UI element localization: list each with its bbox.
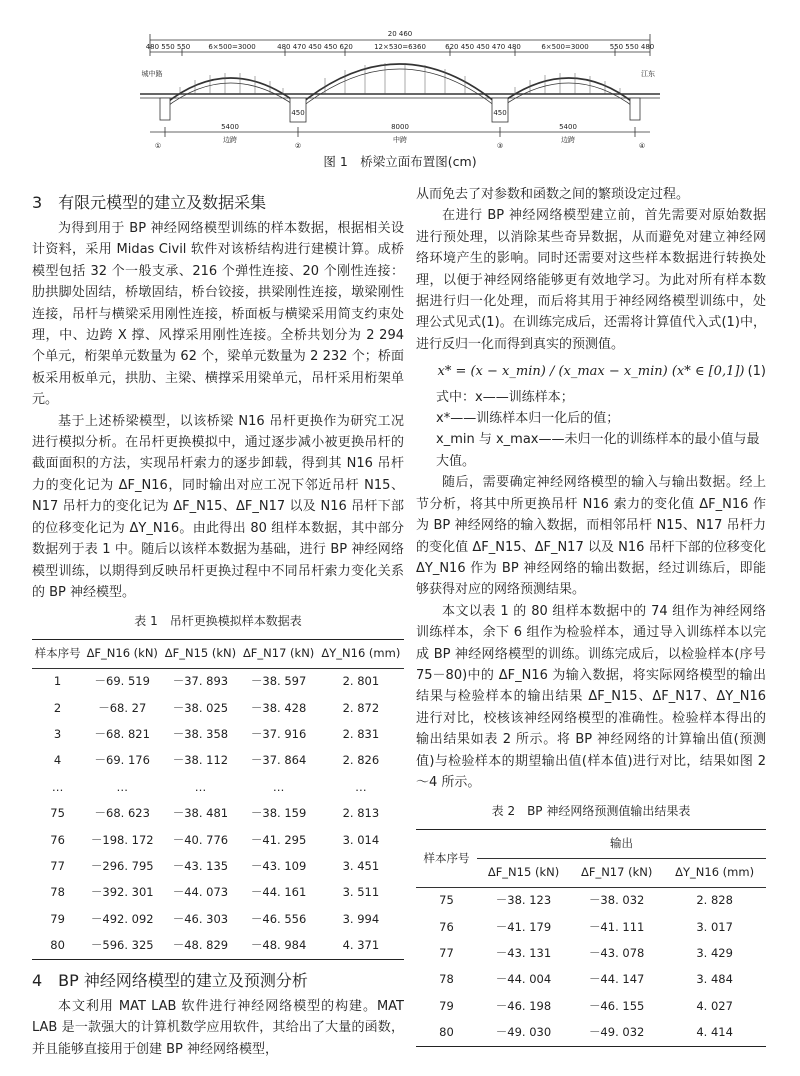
table-group-header: 输出 <box>477 829 766 858</box>
pier-4: ④ <box>638 142 646 150</box>
table-cell: 2 <box>53 700 62 715</box>
seg-dim-1: 480 550 550 <box>145 43 191 51</box>
left-road-label: 城中路 <box>141 70 163 78</box>
table-2-title: 表 2 BP 神经网络预测值输出结果表 <box>491 804 691 819</box>
table-row <box>32 774 404 800</box>
table-row <box>32 906 404 932</box>
table-row <box>32 801 404 827</box>
span-dim-2: 450 <box>291 109 305 117</box>
table-row <box>32 827 404 853</box>
span-dim-3: 8000 <box>391 123 409 131</box>
total-dimension: 20 460 <box>387 30 413 38</box>
table-cell: … <box>51 779 64 794</box>
table-cell: 2. 831 <box>342 726 380 741</box>
table-cell: －38. 481 <box>172 806 229 821</box>
table-cell: 75 <box>439 893 454 908</box>
table-cell: －44. 073 <box>172 885 229 900</box>
table-cell: … <box>272 779 285 794</box>
table-cell: 76 <box>439 919 454 934</box>
table-header: ΔY_N16 (mm) <box>318 639 404 668</box>
table-cell: －68. 623 <box>94 806 150 821</box>
seg-dim-2: 6×500=3000 <box>208 43 256 51</box>
table-cell: －43. 109 <box>250 858 307 873</box>
span-name-1: 边跨 <box>223 136 237 144</box>
table-row <box>416 887 766 914</box>
paragraph: 在进行 BP 神经网络模型建立前，首先需要对原始数据进行预处理，以消除某些奇异数据，从而避免对建立神经网络环境产生的影响。同时还需要对这些样本数据进行转换处理，以便于神经网络能够更有效地学习。为此对所有样本数据进行归一化处理，而后将其用于神经网络模型训练中，处理公式见式(1)。在训练完成后，还需将计算值代入式(1)中，进行反归一化而得到真实的预测值。 <box>416 208 766 352</box>
table-cell: －41. 295 <box>250 832 307 847</box>
paragraph: 本文利用 MAT LAB 软件进行神经网络模型的构建。MAT LAB 是一款强大的计算机数学应用软件，其给出了大量的函数，并且能够直接用于创建 BP 神经网络模型， <box>32 999 404 1057</box>
where-line: 式中：x——训练样本； <box>436 389 574 405</box>
table-cell: －198. 172 <box>90 832 154 847</box>
left-column <box>32 188 404 1060</box>
table-cell: －44. 004 <box>495 972 552 987</box>
seg-dim-6: 6×500=3000 <box>541 43 589 51</box>
table-cell: 3. 484 <box>696 972 733 987</box>
section-3-title: 3 有限元模型的建立及数据采集 <box>32 193 267 212</box>
paragraph: 基于上述桥梁模型，以该桥梁 N16 吊杆更换作为研究工况进行模拟分析。在吊杆更换模拟中，通过逐步减小被更换吊杆的截面面积的方法，实现吊杆索力的逐步卸载，得到其 N16 吊杆力的变化记为 ΔF_N16，同时输出对应工况下邻近吊杆 N15、N17 吊杆力的变化记为 ΔF_N15、ΔF_N17 以及 N16 吊杆下部的位移变化记为 ΔY_N16。由此得出 80 组样本数据，其中部分数据列于表 1 中。随后以该样本数据为基础，进行 BP 神经网络模型训练，以期得到反映吊杆更换过程中不同吊杆索力变化关系的 BP 神经模型。 <box>32 413 404 600</box>
table-cell: －68. 821 <box>94 726 150 741</box>
span-dim-4: 450 <box>493 109 507 117</box>
right-road-label: 江东 <box>641 70 655 78</box>
table-header: ΔF_N17 (kN) <box>570 858 663 887</box>
figure-caption: 图 1 桥梁立面布置图(cm) <box>323 154 477 169</box>
pier-1: ① <box>154 142 162 150</box>
table-cell: －38. 428 <box>250 700 307 715</box>
table-cell: －46. 198 <box>495 998 552 1013</box>
table-cell: 4. 027 <box>696 998 733 1013</box>
table-header: 样本序号 <box>416 829 477 887</box>
bridge-elevation-figure <box>120 12 680 152</box>
table-cell: －38. 358 <box>172 726 229 741</box>
table-cell: 4. 371 <box>318 933 404 960</box>
span-dim-5: 5400 <box>559 123 577 131</box>
formula-body: x* = (x − x_min) / (x_max − x_min) (x* ∈ [0,1]) <box>437 364 745 380</box>
paragraph: 从而免去了对参数和函数之间的繁琐设定过程。 <box>416 187 690 202</box>
table-2-body <box>416 887 766 1046</box>
table-row <box>416 941 766 967</box>
table-cell: 3. 511 <box>342 885 380 900</box>
table-cell: 4 <box>53 753 62 768</box>
table-cell: 3. 429 <box>696 946 733 961</box>
table-cell: －37. 864 <box>250 753 307 768</box>
table-header: 样本序号 <box>32 639 83 668</box>
table-cell: 77 <box>439 946 454 961</box>
table-cell: －296. 795 <box>90 858 154 873</box>
table-header: ΔF_N17 (kN) <box>240 639 318 668</box>
formula-1 <box>416 361 766 382</box>
where-line: x_min 与 x_max——未归一化的训练样本的最小值与最大值。 <box>436 432 760 469</box>
table-row <box>32 722 404 748</box>
table-row <box>32 933 404 960</box>
table-1-title: 表 1 吊杆更换模拟样本数据表 <box>134 614 302 629</box>
table-cell: … <box>355 779 367 794</box>
table-cell: 2. 826 <box>342 753 380 768</box>
seg-dim-3: 480 470 450 450 620 <box>277 43 353 51</box>
table-cell: 75 <box>50 806 65 821</box>
table-cell: －38. 123 <box>495 893 552 908</box>
span-name-3: 边跨 <box>561 136 575 144</box>
table-cell: … <box>116 779 128 794</box>
span-dim-1: 5400 <box>221 123 239 131</box>
table-cell: －38. 112 <box>172 753 229 768</box>
table-cell: －49. 032 <box>570 1020 663 1047</box>
table-row <box>32 853 404 879</box>
seg-dim-4: 12×530=6360 <box>374 43 426 51</box>
table-cell: 78 <box>50 885 65 900</box>
table-cell: －43. 078 <box>588 946 645 961</box>
table-row <box>416 1020 766 1047</box>
table-cell: －46. 303 <box>172 911 229 926</box>
paragraph: 随后，需要确定神经网络模型的输入与输出数据。经上节分析，将其中所更换吊杆 N16 索力的变化值 ΔF_N16 作为 BP 神经网络的输入数据，而相邻吊杆 N15、N17 吊杆力的变化值 ΔF_N15、ΔF_N17 以及 N16 吊杆下部的位移变化 ΔY_N16 作为 BP 神经网络的输出数据，经过训练后，即能够获得对应的网络预测结果。 <box>416 475 766 598</box>
table-cell: －46. 556 <box>250 911 307 926</box>
table-cell: －69. 176 <box>94 753 150 768</box>
table-cell: 2. 872 <box>342 700 380 715</box>
table-cell: －44. 161 <box>250 885 307 900</box>
table-2 <box>416 829 766 1047</box>
table-cell: －37. 893 <box>172 674 229 689</box>
table-1 <box>32 639 404 960</box>
pier-2: ② <box>294 142 302 150</box>
table-cell: －38. 597 <box>250 674 307 689</box>
table-cell: 3. 451 <box>342 858 380 873</box>
table-cell: －44. 147 <box>588 972 645 987</box>
table-cell: 77 <box>50 858 65 873</box>
span-name-2: 中跨 <box>393 136 407 144</box>
table-cell: －596. 325 <box>83 933 161 960</box>
paragraph: 本文以表 1 的 80 组样本数据中的 74 组作为神经网络训练样本，余下 6 组作为检验样本，通过导入训练样本以完成 BP 神经网络模型的训练。训练完成后，以检验样本(序号 75－80)中的 ΔF_N16 为输入数据，将实际网络模型的输出结果与检验样本的输出结果 ΔF_N15、ΔF_N17、ΔY_N16 进行对比，校核该神经网络模型的准确性。检验样本得出的输出结果如表 2 所示。将 BP 神经网络的计算输出值(预测值)与检验样本的期望输出值(样本值)进行对比，结果如图 2～4 所示。 <box>416 603 766 790</box>
table-cell: －38. 159 <box>250 806 307 821</box>
table-cell: 79 <box>50 911 65 926</box>
table-cell: … <box>194 779 207 794</box>
table-cell: －48. 829 <box>161 933 239 960</box>
table-cell: －46. 155 <box>588 998 645 1013</box>
seg-dim-7: 550 550 480 <box>609 43 655 51</box>
seg-dim-5: 620 450 450 470 480 <box>445 43 521 51</box>
table-header: ΔF_N15 (kN) <box>477 858 570 887</box>
table-cell: －68. 27 <box>98 700 147 715</box>
table-cell: －48. 984 <box>240 933 318 960</box>
table-cell: －43. 135 <box>172 858 229 873</box>
table-cell: 80 <box>416 1020 477 1047</box>
paragraph: 为得到用于 BP 神经网络模型训练的样本数据，根据相关设计资料，采用 Midas Civil 软件对该桥结构进行建模计算。成桥模型包括 32 个一般支承、216 个弹性连接、20 个刚性连接：肋拱脚处固结，桥墩固结，桥台铰接，拱梁刚性连接，墩梁刚性连接，吊杆与横梁采用刚性连接，桥面板与横梁采用简支约束处理，中、边跨 X 撑、风撑采用刚性连接。全桥共划分为 2 294 个单元，桁架单元数量为 62 个，梁单元数量为 2 232 个；桥面板采用板单元，拱肋、主梁、横撑采用梁单元，吊杆采用桁架单元。 <box>32 221 404 408</box>
table-row <box>32 748 404 774</box>
table-cell: －41. 111 <box>588 919 645 934</box>
table-cell: 3. 014 <box>342 832 380 847</box>
table-cell: 78 <box>439 972 454 987</box>
section-4-title: 4 BP 神经网络模型的建立及预测分析 <box>32 971 308 991</box>
table-cell: 80 <box>32 933 83 960</box>
table-cell: 76 <box>50 832 65 847</box>
formula-where <box>436 387 766 473</box>
table-row <box>32 880 404 906</box>
table-1-body <box>32 668 404 959</box>
table-header: ΔF_N16 (kN) <box>83 639 161 668</box>
table-header: ΔY_N16 (mm) <box>663 858 766 887</box>
table-cell: －38. 032 <box>588 893 645 908</box>
table-cell: 3 <box>53 726 62 741</box>
table-cell: －49. 030 <box>477 1020 570 1047</box>
table-cell: －37. 916 <box>250 726 307 741</box>
table-row <box>32 668 404 695</box>
table-cell: －41. 179 <box>495 919 552 934</box>
table-cell: －69. 519 <box>94 674 150 689</box>
table-header: ΔF_N15 (kN) <box>161 639 239 668</box>
table-cell: 2. 813 <box>342 806 380 821</box>
table-cell: 79 <box>439 998 454 1013</box>
table-cell: 1 <box>53 674 62 689</box>
where-line: x*——训练样本归一化后的值； <box>436 411 620 427</box>
table-cell: 2. 828 <box>696 893 733 908</box>
table-row <box>416 967 766 993</box>
table-cell: －40. 776 <box>172 832 229 847</box>
pier-3: ③ <box>496 142 504 150</box>
table-cell: 3. 017 <box>696 919 733 934</box>
table-row <box>416 914 766 940</box>
table-cell: －392. 301 <box>90 885 154 900</box>
table-cell: －43. 131 <box>495 946 552 961</box>
table-cell: 2. 801 <box>342 674 380 689</box>
right-column <box>416 184 766 1047</box>
table-cell: －492. 092 <box>90 911 154 926</box>
table-cell: 4. 414 <box>663 1020 766 1047</box>
table-row <box>416 993 766 1019</box>
table-cell: 3. 994 <box>342 911 380 926</box>
formula-number: (1) <box>747 364 766 380</box>
table-row <box>32 695 404 721</box>
table-cell: －38. 025 <box>172 700 229 715</box>
